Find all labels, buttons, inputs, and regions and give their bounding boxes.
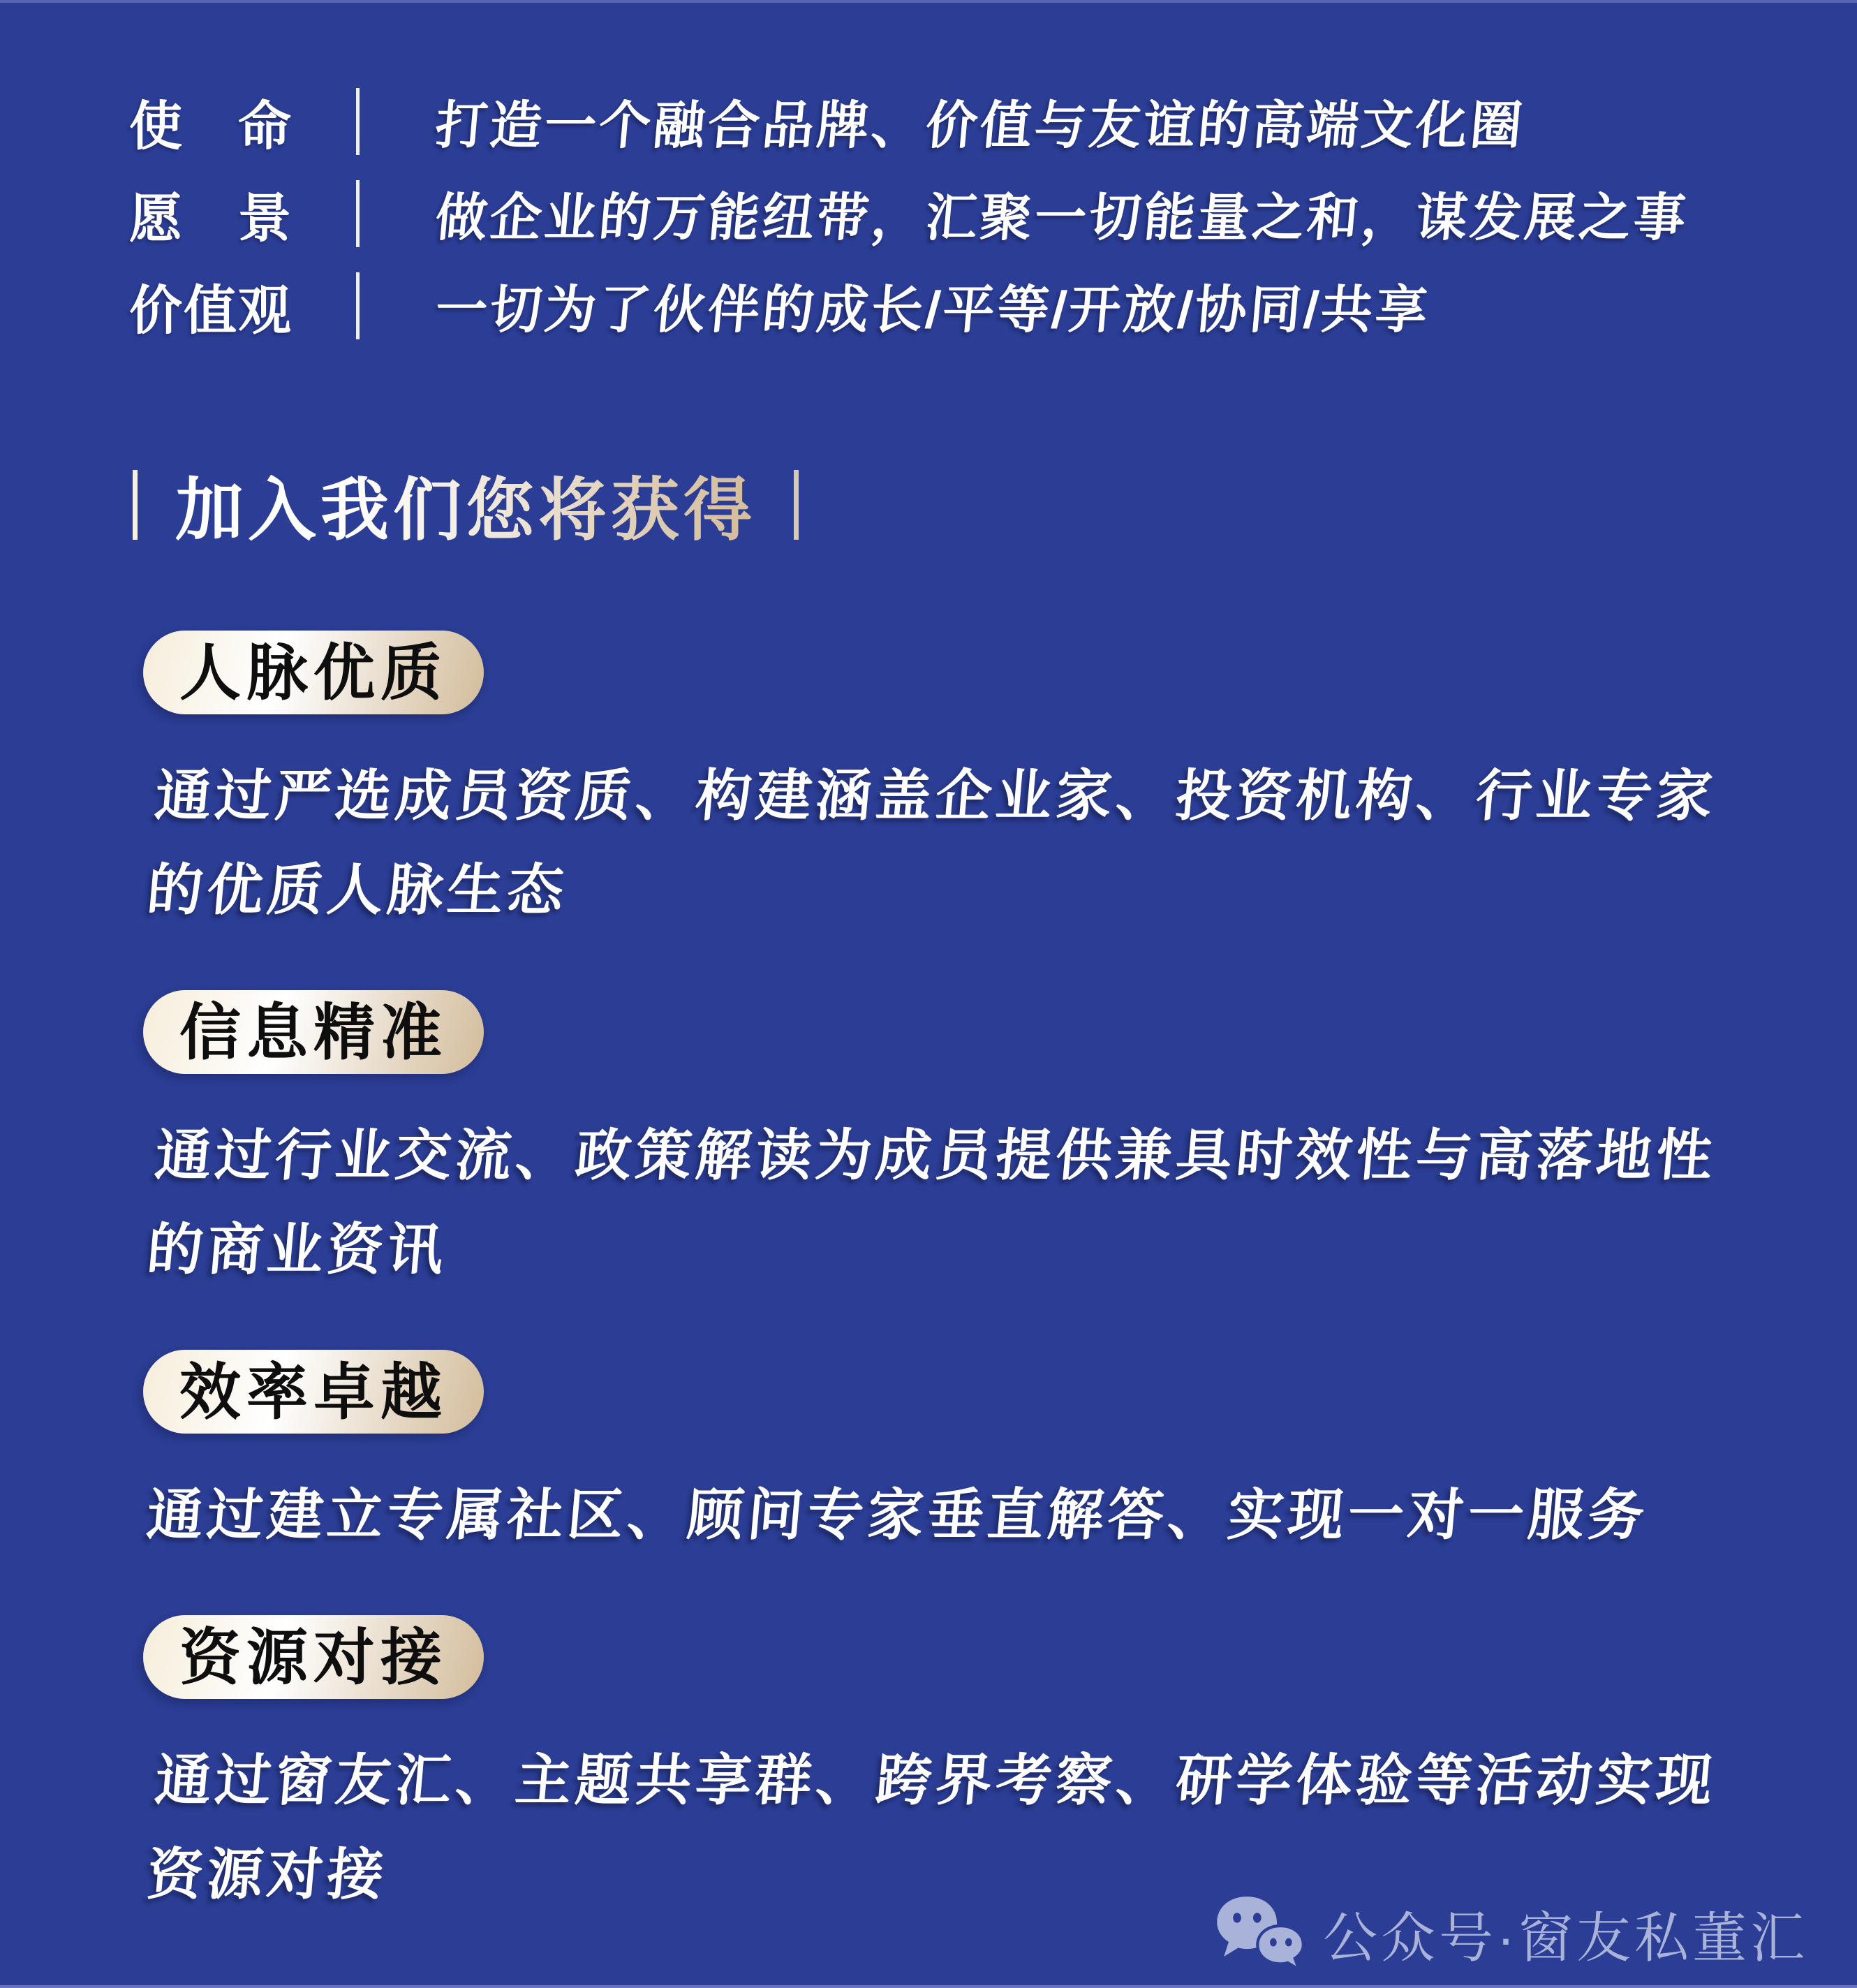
vision-text: 做企业的万能纽带，汇聚一切能量之和，谋发展之事	[433, 189, 1691, 246]
benefit-item-information	[143, 990, 1819, 1297]
vision-label: 愿 景	[129, 189, 293, 249]
vertical-divider	[356, 88, 360, 155]
values-row	[129, 260, 1685, 352]
vertical-divider	[356, 180, 360, 247]
benefit-badge: 资源对接	[143, 1615, 484, 1699]
mission-vision-values	[129, 75, 1691, 352]
benefit-description: 通过窗友汇、主题共享群、跨界考察、研学体验等活动实现 资源对接	[145, 1749, 1719, 1906]
benefits-list	[143, 631, 1819, 1922]
mission-row	[129, 75, 1685, 168]
benefit-badge: 效率卓越	[143, 1350, 484, 1434]
values-label: 价值观	[129, 281, 293, 341]
benefit-item-network	[143, 631, 1819, 937]
benefit-description: 通过建立专属社区、顾问专家垂直解答、实现一对一服务	[145, 1484, 1651, 1546]
benefit-item-resources	[143, 1615, 1819, 1922]
benefit-badge: 人脉优质	[143, 631, 484, 714]
wechat-icon	[1215, 1895, 1305, 1973]
benefit-badge: 信息精准	[143, 990, 484, 1074]
vision-row	[129, 168, 1691, 260]
section-heading	[133, 455, 799, 554]
bottom-edge-line	[0, 1985, 1857, 1988]
benefit-description: 通过严选成员资质、构建涵盖企业家、投资机构、行业专家 的优质人脉生态	[145, 765, 1719, 921]
benefit-item-efficiency	[143, 1350, 1819, 1562]
heading-left-bar	[133, 470, 138, 540]
values-text: 一切为了伙伴的成长/平等/开放/协同/共享	[433, 281, 1433, 339]
page-title: 加入我们您将获得	[175, 455, 756, 554]
top-edge-line	[0, 0, 1857, 3]
wechat-footer	[1215, 1894, 1808, 1973]
vertical-divider	[356, 272, 360, 339]
heading-right-bar	[794, 470, 799, 540]
mission-text: 打造一个融合品牌、价值与友谊的高端文化圈	[433, 96, 1527, 154]
official-account-name: 公众号·窗友私董汇	[1323, 1907, 1808, 1968]
mission-label: 使 命	[129, 96, 293, 156]
benefit-description: 通过行业交流、政策解读为成员提供兼具时效性与高落地性 的商业资讯	[145, 1124, 1719, 1281]
